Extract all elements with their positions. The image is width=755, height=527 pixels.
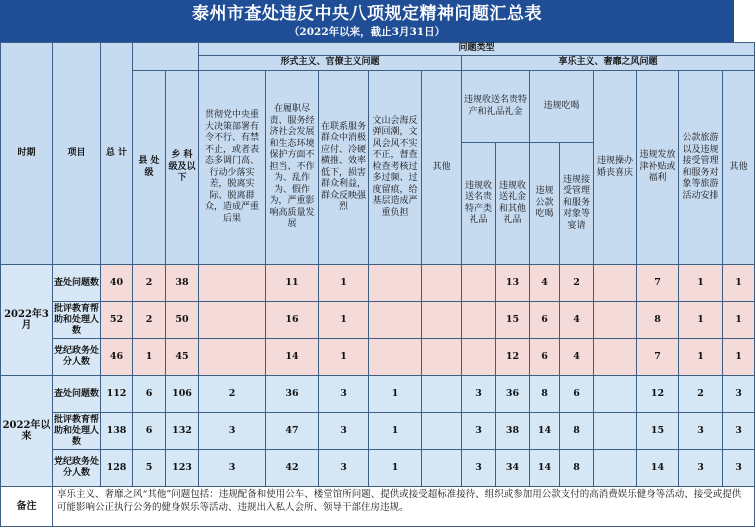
cell: 123 <box>166 450 199 487</box>
cell <box>422 413 462 450</box>
table-row <box>1 265 755 302</box>
cell: 1 <box>369 450 422 487</box>
cell: 1 <box>679 302 723 339</box>
period-label: 2022年3月 <box>1 265 53 376</box>
gift-col-cash: 违规收送礼金和其他礼品 <box>496 143 530 265</box>
cell: 3 <box>319 413 369 450</box>
cell: 38 <box>496 413 530 450</box>
gift-col-specialty: 违规收送名贵特产类礼品 <box>462 143 496 265</box>
cell: 6 <box>530 339 560 376</box>
cell: 52 <box>101 302 133 339</box>
cell <box>422 450 462 487</box>
cell <box>594 265 637 302</box>
cell: 106 <box>166 376 199 413</box>
cell: 1 <box>319 302 369 339</box>
cell: 128 <box>101 450 133 487</box>
hedonism-col-wedding: 违规操办婚丧喜庆 <box>594 71 637 265</box>
period-label: 2022年以来 <box>1 376 53 487</box>
cell: 6 <box>133 376 166 413</box>
item-header: 项目 <box>53 43 101 265</box>
cell: 2 <box>133 302 166 339</box>
cell: 42 <box>266 450 319 487</box>
cell: 1 <box>723 339 755 376</box>
formalism-col-2: 在履职尽责、服务经济社会发展和生态环境保护方面不担当、不作为、乱作为、假作为，严重影响高质量发展 <box>266 71 319 265</box>
cell <box>199 339 266 376</box>
cell: 50 <box>166 302 199 339</box>
row-label: 查处问题数 <box>53 376 101 413</box>
cell <box>422 376 462 413</box>
formalism-col-other: 其他 <box>422 71 462 265</box>
formalism-col-1: 贯彻党中央重大决策部署有令不行、有禁不止，或者表态多调门高、行动少落实差，脱离实际、脱离群众，造成严重后果 <box>199 71 266 265</box>
cell: 1 <box>369 376 422 413</box>
cell <box>462 265 496 302</box>
cell: 132 <box>166 413 199 450</box>
cell: 4 <box>560 302 594 339</box>
note-label: 备注 <box>1 487 53 527</box>
cell: 34 <box>496 450 530 487</box>
cell: 47 <box>266 413 319 450</box>
table-row <box>1 413 755 450</box>
title-banner <box>0 0 734 42</box>
cell <box>594 339 637 376</box>
cell <box>594 376 637 413</box>
cell <box>462 302 496 339</box>
row-label: 批评教育帮助和处理人数 <box>53 302 101 339</box>
cell <box>422 339 462 376</box>
summary-table <box>0 42 755 527</box>
cell: 36 <box>266 376 319 413</box>
hedonism-col-other: 其他 <box>723 71 755 265</box>
cell: 8 <box>530 376 560 413</box>
row-label: 党纪政务处分人数 <box>53 450 101 487</box>
cell: 16 <box>266 302 319 339</box>
total-header: 总 计 <box>101 43 133 265</box>
cell: 11 <box>266 265 319 302</box>
cell: 1 <box>319 265 369 302</box>
cell: 3 <box>679 413 723 450</box>
cell: 6 <box>133 413 166 450</box>
cell: 46 <box>101 339 133 376</box>
row-label: 党纪政务处分人数 <box>53 339 101 376</box>
cell: 138 <box>101 413 133 450</box>
row-label: 查处问题数 <box>53 265 101 302</box>
cell: 3 <box>199 450 266 487</box>
cell: 12 <box>637 376 679 413</box>
cell <box>422 265 462 302</box>
cell: 1 <box>369 413 422 450</box>
table-row <box>1 339 755 376</box>
note-text: 享乐主义、奢靡之风“其他”问题包括：违规配备和使用公车、楼堂馆所问题、提供或接受超标准接待、组织或参加用公款支付的高消费娱乐健身等活动、接受或提供可能影响公正执行公务的健身娱乐等活动、违规出入私人会所、领导干部住房违规。 <box>53 487 755 527</box>
cell: 15 <box>496 302 530 339</box>
cell: 2 <box>133 265 166 302</box>
cell: 8 <box>637 302 679 339</box>
formalism-col-3: 在联系服务群众中消极应付、冷硬横推、效率低下，损害群众利益，群众反映强烈 <box>319 71 369 265</box>
cell: 12 <box>496 339 530 376</box>
gift-group-header: 违规收送名贵特产和礼品礼金 <box>462 71 530 143</box>
township-level-header: 乡 科 级及以下 <box>166 71 199 265</box>
cell: 3 <box>319 450 369 487</box>
formalism-header: 形式主义、官僚主义问题 <box>199 56 462 71</box>
cell: 3 <box>199 413 266 450</box>
page-title: 泰州市查处违反中央八项规定精神问题汇总表 <box>192 4 542 24</box>
cell <box>422 302 462 339</box>
note-row <box>1 487 755 527</box>
problem-type-header: 问题类型 <box>199 43 755 56</box>
cell: 13 <box>496 265 530 302</box>
hedonism-col-subsidy: 违规发放津补贴或福利 <box>637 71 679 265</box>
cell: 14 <box>637 450 679 487</box>
cell: 8 <box>560 413 594 450</box>
cell: 6 <box>530 302 560 339</box>
cell: 3 <box>723 450 755 487</box>
cell: 5 <box>133 450 166 487</box>
cell: 4 <box>530 265 560 302</box>
cell: 38 <box>166 265 199 302</box>
cell: 1 <box>679 339 723 376</box>
cell <box>594 450 637 487</box>
cell <box>199 302 266 339</box>
cell: 112 <box>101 376 133 413</box>
cell: 14 <box>530 413 560 450</box>
level-header-spacer <box>133 43 199 71</box>
cell: 1 <box>723 265 755 302</box>
hedonism-header: 享乐主义、奢靡之风问题 <box>462 56 755 71</box>
cell: 3 <box>723 376 755 413</box>
cell: 8 <box>560 450 594 487</box>
cell <box>199 265 266 302</box>
cell: 4 <box>560 339 594 376</box>
hedonism-col-travel: 公款旅游以及违规接受管理和服务对象等旅游活动安排 <box>679 71 723 265</box>
cell: 3 <box>679 450 723 487</box>
dining-group-header: 违规吃喝 <box>530 71 594 143</box>
cell: 1 <box>679 265 723 302</box>
cell: 1 <box>723 302 755 339</box>
cell: 3 <box>462 413 496 450</box>
cell: 1 <box>133 339 166 376</box>
cell: 7 <box>637 339 679 376</box>
cell: 3 <box>462 376 496 413</box>
cell: 3 <box>462 450 496 487</box>
cell <box>594 413 637 450</box>
table-row <box>1 376 755 413</box>
cell: 7 <box>637 265 679 302</box>
cell: 1 <box>319 339 369 376</box>
cell: 40 <box>101 265 133 302</box>
dining-col-public: 违规公款吃喝 <box>530 143 560 265</box>
cell: 6 <box>560 376 594 413</box>
cell <box>594 302 637 339</box>
cell <box>369 265 422 302</box>
dining-col-banquet: 违规接受管理和服务对象等宴请 <box>560 143 594 265</box>
cell: 14 <box>530 450 560 487</box>
cell: 2 <box>679 376 723 413</box>
cell: 36 <box>496 376 530 413</box>
county-level-header: 县 处 级 <box>133 71 166 265</box>
page-subtitle: （2022年以来，截止3月31日） <box>288 26 446 38</box>
period-header: 时期 <box>1 43 53 265</box>
row-label: 批评教育帮助和处理人数 <box>53 413 101 450</box>
cell <box>369 339 422 376</box>
cell: 2 <box>199 376 266 413</box>
cell: 3 <box>723 413 755 450</box>
cell <box>369 302 422 339</box>
cell: 14 <box>266 339 319 376</box>
cell: 3 <box>319 376 369 413</box>
cell: 2 <box>560 265 594 302</box>
cell <box>462 339 496 376</box>
cell: 15 <box>637 413 679 450</box>
table-row <box>1 302 755 339</box>
table-row <box>1 450 755 487</box>
formalism-col-4: 文山会海反弹回潮，文风会风不实不正，督查检查考核过多过频、过度留痕，给基层造成严重负担 <box>369 71 422 265</box>
cell: 45 <box>166 339 199 376</box>
